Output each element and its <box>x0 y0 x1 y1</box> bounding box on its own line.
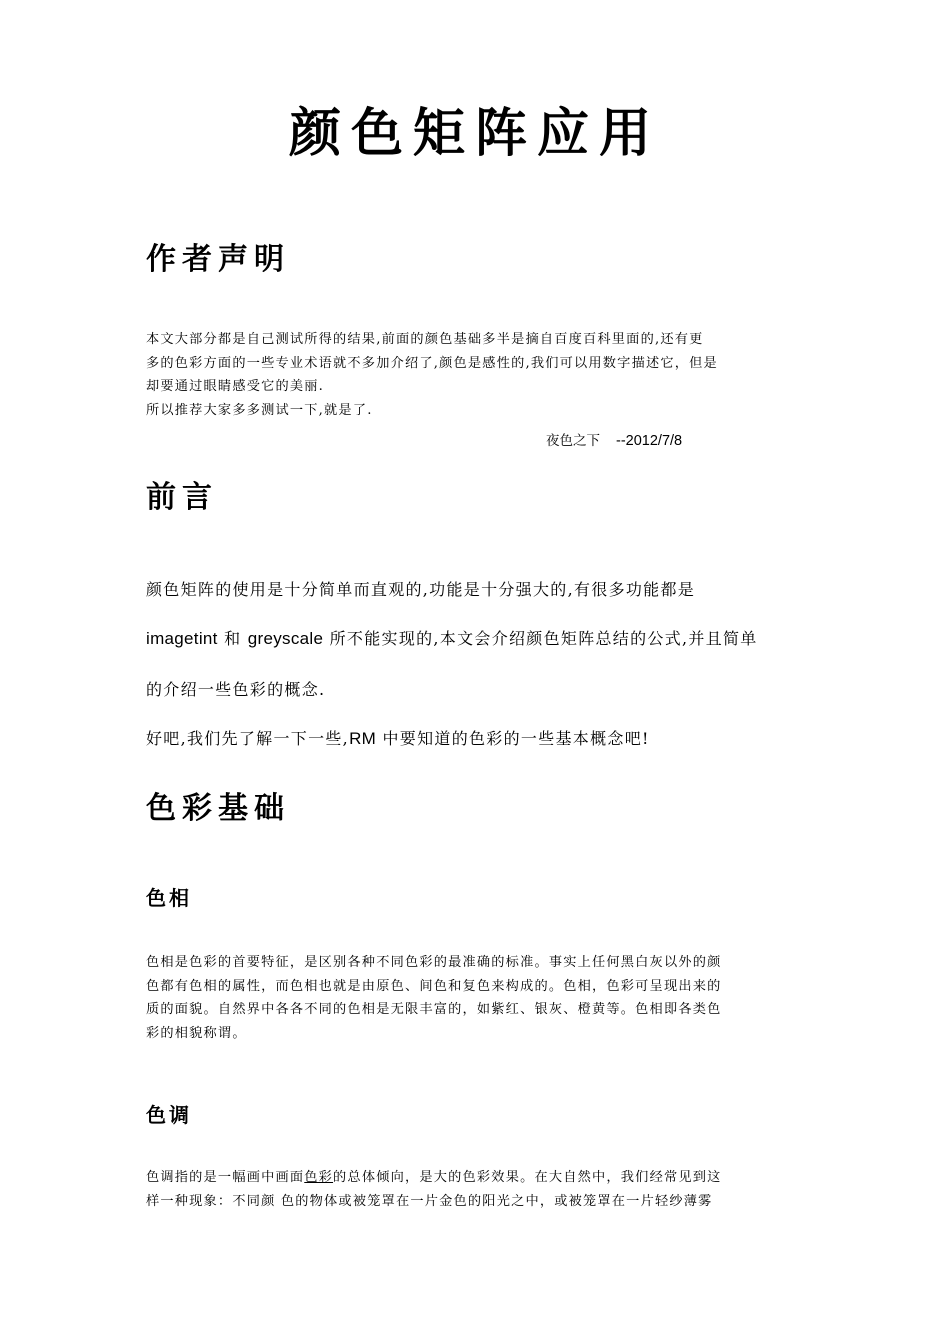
hue-line: 色相是色彩的首要特征，是区别各种不同色彩的最准确的标准。事实上任何黑白灰以外的颜 <box>146 955 722 970</box>
preface-term: greyscale <box>247 629 324 648</box>
document-title: 颜色矩阵应用 <box>288 103 661 164</box>
signature-date: --2012/7/8 <box>616 433 683 449</box>
preface-heading: 前言 <box>146 480 218 515</box>
author-statement-line: 本文大部分都是自己测试所得的结果,前面的颜色基础多半是摘自百度百科里面的,还有更 <box>146 332 704 347</box>
tone-heading: 色调 <box>146 1103 192 1127</box>
tone-line <box>146 1166 810 1190</box>
hue-line: 质的面貌。自然界中各各不同的色相是无限丰富的，如紫红、银灰、橙黄等。色相即各类色 <box>146 1002 722 1017</box>
tone-text: 的总体倾向，是大的色彩效果。在大自然中，我们经常见到这 <box>333 1170 722 1185</box>
preface-text: 所不能实现的,本文会介绍颜色矩阵总结的公式,并且简单 <box>323 629 758 648</box>
color-link[interactable]: 色彩 <box>304 1170 334 1185</box>
preface-text: 中要知道的色彩的一些基本概念吧! <box>376 729 650 748</box>
signature <box>546 429 682 449</box>
author-statement-line: 所以推荐大家多多测试一下,就是了. <box>146 402 373 418</box>
preface-text: 好吧,我们先了解一下一些, <box>146 729 350 748</box>
tone-text: 色调指的是一幅画中画面 <box>146 1170 305 1185</box>
color-basics-heading: 色彩基础 <box>146 791 290 826</box>
hue-line: 色都有色相的属性，而色相也就是由原色、间色和复色来构成的。色相，色彩可呈现出来的 <box>146 978 722 994</box>
tone-paragraph <box>146 1166 810 1213</box>
tone-line: 样一种现象：不同颜 色的物体或被笼罩在一片金色的阳光之中，或被笼罩在一片轻纱薄雾 <box>146 1193 713 1209</box>
preface-term: RM <box>349 729 377 748</box>
author-statement-paragraph <box>146 328 810 422</box>
preface-line: 的介绍一些色彩的概念. <box>146 680 326 699</box>
hue-heading: 色相 <box>146 886 192 910</box>
signature-name: 夜色之下 <box>546 433 600 449</box>
preface-line: 颜色矩阵的使用是十分简单而直观的,功能是十分强大的,有很多功能都是 <box>146 580 696 599</box>
author-statement-line: 却要通过眼睛感受它的美丽. <box>146 379 325 394</box>
hue-paragraph <box>146 951 810 1045</box>
preface-line <box>146 727 650 751</box>
preface-text: 和 <box>217 629 248 648</box>
preface-line <box>146 627 758 651</box>
author-statement-line: 多的色彩方面的一些专业术语就不多加介绍了,颜色是感性的,我们可以用数字描述它，但是 <box>146 355 718 371</box>
preface-term: imagetint <box>146 629 218 648</box>
hue-line: 彩的相貌称谓。 <box>146 1025 247 1041</box>
author-statement-heading: 作者声明 <box>146 242 290 277</box>
